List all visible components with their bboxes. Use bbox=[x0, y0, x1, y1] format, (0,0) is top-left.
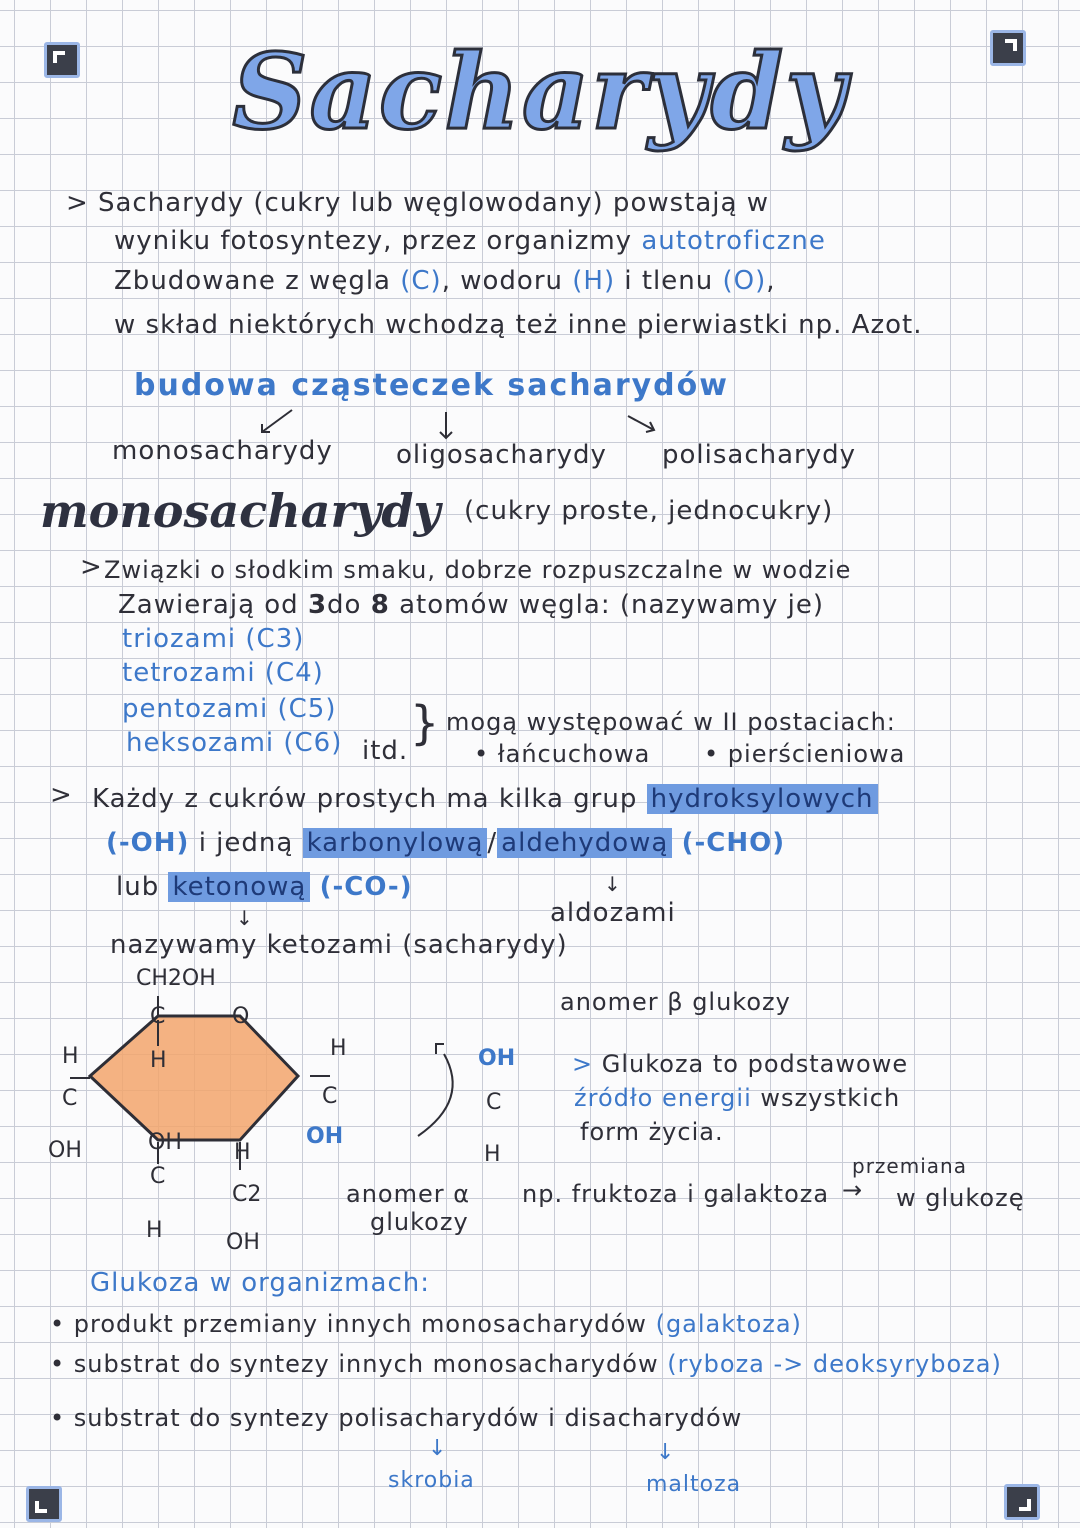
beta-h: H bbox=[484, 1142, 501, 1167]
intro-line-2 bbox=[114, 226, 826, 256]
glucose-item-3-text: substrat do syntezy polisacharydów i disacharydów bbox=[73, 1404, 743, 1432]
type-heksozy: heksozami (C6) bbox=[126, 728, 343, 758]
groups-line-2 bbox=[106, 828, 785, 858]
aldose-arrow: ↓ bbox=[604, 872, 622, 896]
intro-line-3 bbox=[114, 266, 776, 296]
arrow-curve-top bbox=[436, 1044, 444, 1054]
glucose-item-1 bbox=[50, 1310, 802, 1338]
autotrophic-term: autotroficzne bbox=[641, 226, 826, 256]
glucose-ring-diagram bbox=[40, 960, 560, 1260]
carbon-symbol: (C) bbox=[400, 266, 442, 296]
oxygen-symbol: (O) bbox=[722, 266, 767, 296]
note-line-1-text: Glukoza to podstawowe bbox=[601, 1050, 909, 1078]
aldehyde-highlight: aldehydową bbox=[497, 828, 672, 858]
bottom-right-h: H bbox=[234, 1140, 251, 1165]
type-pentozy: pentozami (C5) bbox=[122, 694, 337, 724]
skrobia-arrow: ↓ bbox=[428, 1436, 448, 1461]
intro-line-3-e: , bbox=[766, 266, 776, 296]
mono-line-1: Związki o słodkim smaku, dobrze rozpuszczalne w wodzie bbox=[104, 556, 852, 584]
co-group: (-CO-) bbox=[319, 872, 413, 902]
glucose-item-1-note: (galaktoza) bbox=[655, 1310, 802, 1338]
glucose-item-2-note: (ryboza -> deoksyryboza) bbox=[667, 1350, 1002, 1378]
maltoza-arrow: ↓ bbox=[656, 1440, 676, 1465]
glucose-heading: Glukoza w organizmach: bbox=[90, 1268, 430, 1298]
list-bullet: • bbox=[50, 1310, 74, 1338]
left-h: H bbox=[62, 1044, 79, 1069]
intro-line-3-a: Zbudowane z węgla bbox=[114, 266, 391, 296]
intro-line-1: Sacharydy (cukry lub węglowodany) powstają w bbox=[98, 188, 769, 218]
left-c: C bbox=[62, 1086, 78, 1111]
right-c: C bbox=[322, 1084, 338, 1109]
glucose-item-3 bbox=[50, 1404, 742, 1432]
ring-o-top: O bbox=[232, 1004, 250, 1029]
intro-bullet: > bbox=[66, 188, 89, 218]
mono-bullet: > bbox=[80, 552, 103, 582]
ring-fill bbox=[90, 1016, 298, 1140]
slash: / bbox=[487, 828, 498, 858]
note-line-3: form życia. bbox=[580, 1118, 724, 1146]
bottom-oh: OH bbox=[148, 1130, 182, 1155]
cho-group: (-CHO) bbox=[681, 828, 786, 858]
energy-source: źródło energii bbox=[574, 1084, 752, 1112]
type-tetrozy: tetrozami (C4) bbox=[122, 658, 324, 688]
ketose-arrow: ↓ bbox=[236, 906, 254, 930]
groups-bullet: > bbox=[50, 780, 73, 810]
carbonyl-highlight: karbonylową bbox=[303, 828, 488, 858]
skrobia-label: skrobia bbox=[388, 1468, 475, 1493]
right-oh: OH bbox=[306, 1124, 344, 1149]
bracket-curve bbox=[418, 1054, 453, 1136]
ring-h-top: H bbox=[150, 1048, 167, 1073]
groups-line-1 bbox=[92, 784, 878, 814]
groups-line-2-text: i jedną bbox=[198, 828, 294, 858]
bottom-right-c2: C2 bbox=[232, 1182, 262, 1207]
anomer-alpha-label-1: anomer α bbox=[346, 1180, 471, 1208]
bottom-h: H bbox=[146, 1218, 163, 1243]
left-oh: OH bbox=[48, 1138, 82, 1163]
forms-label: mogą występować w II postaciach: bbox=[446, 708, 896, 736]
corner-marker-bottom-left bbox=[26, 1486, 62, 1522]
section-title-monosacharydy: monosacharydy bbox=[40, 484, 441, 538]
branch-polisacharydy: polisacharydy bbox=[662, 440, 857, 470]
hydroxyl-highlight: hydroksylowych bbox=[647, 784, 878, 814]
aldozy-label: aldozami bbox=[550, 898, 676, 928]
number-8: 8 bbox=[370, 590, 390, 620]
note-line-2-b: wszystkich bbox=[760, 1084, 901, 1112]
corner-marker-bottom-right bbox=[1004, 1484, 1040, 1520]
conversion-label: przemiana bbox=[852, 1154, 967, 1178]
branch-oligosacharydy: oligosacharydy bbox=[396, 440, 607, 470]
anomer-beta-label: anomer β glukozy bbox=[560, 988, 791, 1016]
beta-oh: OH bbox=[478, 1046, 516, 1071]
note-line-2 bbox=[574, 1084, 900, 1112]
ch2oh-label: CH2OH bbox=[136, 966, 216, 991]
mono-line-2 bbox=[118, 590, 824, 620]
ketone-highlight: ketonową bbox=[168, 872, 310, 902]
intro-line-3-d: i tlenu bbox=[624, 266, 714, 296]
list-bullet: • bbox=[50, 1350, 74, 1378]
glucose-item-1-text: produkt przemiany innych monosacharydów bbox=[73, 1310, 647, 1338]
bottom-right-oh: OH bbox=[226, 1230, 260, 1255]
form-ring: • pierścieniowa bbox=[704, 740, 906, 768]
intro-line-2-text: wyniku fotosyntezy, przez organizmy bbox=[114, 226, 633, 256]
groups-line-3-text: lub bbox=[116, 872, 160, 902]
branch-monosacharydy: monosacharydy bbox=[112, 436, 333, 466]
curly-brace: } bbox=[410, 696, 441, 750]
ketozy-label: nazywamy ketozami (sacharydy) bbox=[110, 930, 568, 960]
mono-subtitle: (cukry proste, jednocukry) bbox=[464, 496, 834, 526]
type-triozy: triozami (C3) bbox=[122, 624, 305, 654]
structure-heading: budowa cząsteczek sacharydów bbox=[134, 368, 729, 403]
glucose-item-2-text: substrat do syntezy innych monosacharydów bbox=[73, 1350, 659, 1378]
conversion-arrow: → bbox=[842, 1176, 864, 1204]
right-h: H bbox=[330, 1036, 347, 1061]
note-line-1 bbox=[572, 1050, 908, 1078]
arrow-to-mono bbox=[262, 410, 292, 432]
mono-line-2-a: Zawierają od bbox=[118, 590, 299, 620]
mono-line-2-c: atomów węgla: (nazywamy je) bbox=[399, 590, 824, 620]
note-bullet: > bbox=[572, 1050, 602, 1078]
oh-group: (-OH) bbox=[106, 828, 190, 858]
page-title: Sacharydy bbox=[232, 30, 848, 153]
groups-line-1-text: Każdy z cukrów prostych ma kilka grup bbox=[92, 784, 638, 814]
maltoza-label: maltoza bbox=[646, 1472, 742, 1497]
anomer-alpha-label-2: glukozy bbox=[370, 1208, 469, 1236]
glucose-item-2 bbox=[50, 1350, 1002, 1378]
ring-c-top: C bbox=[150, 1004, 166, 1029]
conversion-result: w glukozę bbox=[896, 1184, 1025, 1212]
mono-line-2-b: do bbox=[327, 590, 362, 620]
bottom-c: C bbox=[150, 1164, 166, 1189]
groups-line-3 bbox=[116, 872, 413, 902]
intro-line-4: w skład niektórych wchodzą też inne pierwiastki np. Azot. bbox=[114, 310, 923, 340]
itd-label: itd. bbox=[362, 736, 409, 766]
beta-c: C bbox=[486, 1090, 502, 1115]
number-3: 3 bbox=[307, 590, 328, 620]
hydrogen-symbol: (H) bbox=[572, 266, 616, 296]
conversion-text: np. fruktoza i galaktoza bbox=[522, 1180, 830, 1208]
form-chain: • łańcuchowa bbox=[474, 740, 651, 768]
list-bullet: • bbox=[50, 1404, 74, 1432]
intro-line-3-b: , wodoru bbox=[441, 266, 563, 296]
